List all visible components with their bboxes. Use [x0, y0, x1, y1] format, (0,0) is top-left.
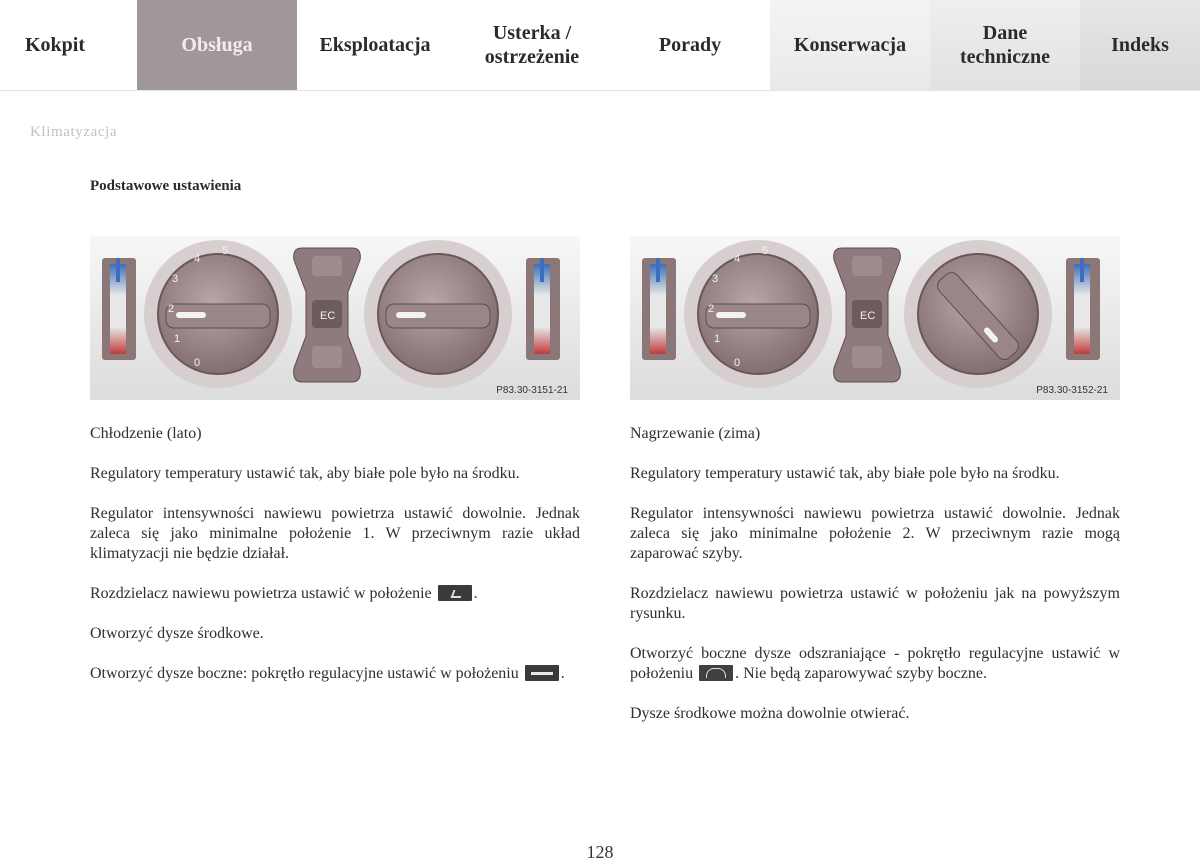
page-number: 128	[586, 842, 614, 862]
paragraph-end: .	[473, 585, 478, 602]
rear-defrost-button[interactable]	[312, 256, 342, 276]
figure-code: P83.30-3152-21	[1036, 385, 1108, 396]
paragraph-end: .	[560, 665, 565, 682]
tab-divider	[0, 90, 1200, 91]
cooling-title: Chłodzenie (lato)	[90, 425, 202, 442]
temperature-gauge-left	[102, 258, 136, 360]
economy-label: EC	[860, 310, 876, 322]
chapter-tabs	[0, 0, 1200, 90]
recirculation-button[interactable]	[312, 346, 342, 368]
paragraph: Regulatory temperatury ustawić tak, aby białe pole było na środku.	[630, 465, 1060, 482]
cooling-instructions	[90, 424, 580, 684]
tab-dane-techniczne[interactable]: Dane techniczne	[930, 0, 1080, 90]
temperature-gauge-left	[642, 258, 676, 360]
paragraph	[630, 644, 1120, 684]
fan-scale-2: 2	[708, 303, 715, 315]
paragraph	[90, 664, 580, 684]
climate-panel-illustration	[90, 236, 580, 400]
paragraph: Regulator intensywności nawiewu powietrza ustawić dowolnie. Jednak zaleca się jako minimalne położenie 2. W przeciwnym razie mogą zaparować szyby.	[630, 505, 1120, 562]
fan-scale-5: 5	[222, 245, 229, 257]
tab-usterka[interactable]: Usterka / ostrzeżenie	[484, 22, 580, 68]
paragraph-end: . Nie będą zaparowywać szyby boczne.	[735, 665, 987, 682]
defrost-icon	[699, 665, 733, 681]
fan-scale-3: 3	[712, 273, 719, 285]
paragraph-text: Otworzyć dysze boczne: pokrętło regulacyjne ustawić w położeniu	[90, 665, 519, 682]
climate-panel-heating	[630, 236, 1120, 400]
heating-title: Nagrzewanie (zima)	[630, 425, 761, 442]
economy-label: EC	[320, 310, 336, 322]
vent-open-icon	[525, 665, 559, 681]
tab-konserwacja[interactable]: Konserwacja	[770, 0, 930, 90]
heating-instructions	[630, 424, 1120, 724]
temperature-gauge-right	[526, 258, 560, 360]
fan-scale-2: 2	[168, 303, 175, 315]
paragraph-text: Otworzyć boczne dysze odszraniające - pokrętło regulacyjne ustawić w położeniu	[630, 645, 1120, 682]
tab-kokpit[interactable]: Kokpit	[24, 34, 86, 56]
fan-scale-4: 4	[734, 253, 741, 265]
tab-porady[interactable]: Porady	[658, 34, 722, 56]
fan-scale-0: 0	[734, 357, 741, 369]
air-distribution-knob[interactable]	[364, 240, 512, 388]
face-vent-icon	[438, 585, 472, 601]
temperature-gauge-right	[1066, 258, 1100, 360]
page-heading: Podstawowe ustawienia	[90, 178, 242, 194]
paragraph: Dysze środkowe można dowolnie otwierać.	[630, 705, 910, 722]
paragraph-text: Rozdzielacz nawiewu powietrza ustawić w położenie	[90, 585, 432, 602]
air-distribution-knob[interactable]	[904, 240, 1052, 388]
paragraph: Regulator intensywności nawiewu powietrza ustawić dowolnie. Jednak zaleca się jako minimalne położenie 1. W przeciwnym razie układ klimatyzacji nie będzie działał.	[90, 505, 580, 562]
recirculation-button[interactable]	[852, 346, 882, 368]
fan-scale-4: 4	[194, 253, 201, 265]
fan-scale-1: 1	[174, 333, 181, 345]
fan-speed-knob[interactable]	[144, 240, 292, 388]
paragraph: Regulatory temperatury ustawić tak, aby białe pole było na środku.	[90, 465, 520, 482]
paragraph: Rozdzielacz nawiewu powietrza ustawić w położeniu jak na powyższym rysunku.	[630, 585, 1120, 622]
fan-scale-0: 0	[194, 357, 201, 369]
tab-obsluga[interactable]: Obsługa	[137, 0, 297, 90]
paragraph	[90, 584, 580, 604]
tab-eksploatacja[interactable]: Eksploatacja	[319, 34, 431, 56]
paragraph: Otworzyć dysze środkowe.	[90, 625, 264, 642]
figure-code: P83.30-3151-21	[496, 385, 568, 396]
tab-indeks[interactable]: Indeks	[1080, 0, 1200, 90]
climate-panel-illustration	[630, 236, 1120, 400]
fan-scale-3: 3	[172, 273, 179, 285]
climate-panel-cooling	[90, 236, 580, 400]
fan-scale-1: 1	[714, 333, 721, 345]
fan-speed-knob[interactable]	[684, 240, 832, 388]
rear-defrost-button[interactable]	[852, 256, 882, 276]
section-title: Klimatyzacja	[30, 124, 118, 140]
fan-scale-5: 5	[762, 245, 769, 257]
